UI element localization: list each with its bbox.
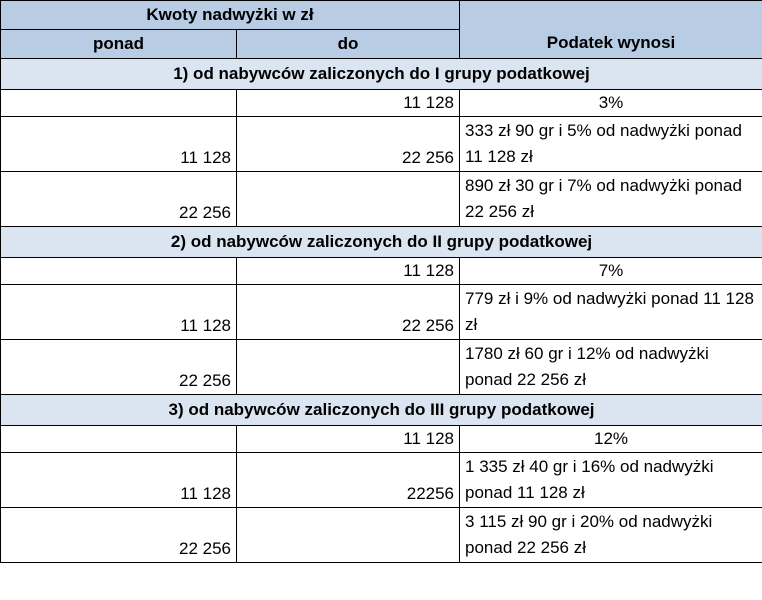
to-cell: 22 256	[237, 117, 460, 172]
to-header: do	[237, 30, 460, 59]
table-row	[1, 453, 762, 508]
table-row	[1, 117, 762, 172]
table-row	[1, 340, 762, 395]
to-cell	[237, 508, 460, 563]
from-cell	[1, 90, 237, 117]
from-cell: 11 128	[1, 285, 237, 340]
table-row	[1, 508, 762, 563]
tax-cell: 7%	[460, 258, 762, 285]
header-row-top	[1, 1, 762, 30]
from-cell: 22 256	[1, 172, 237, 227]
to-cell: 22 256	[237, 285, 460, 340]
tax-cell: 333 zł 90 gr i 5% od nadwyżki ponad 11 128 zł	[460, 117, 762, 172]
group-row	[1, 59, 762, 90]
table-row	[1, 258, 762, 285]
from-cell	[1, 426, 237, 453]
from-cell: 11 128	[1, 453, 237, 508]
tax-cell: 3 115 zł 90 gr i 20% od nadwyżki ponad 22 256 zł	[460, 508, 762, 563]
from-cell: 11 128	[1, 117, 237, 172]
to-cell: 22256	[237, 453, 460, 508]
from-header: ponad	[1, 30, 237, 59]
to-cell: 11 128	[237, 426, 460, 453]
group-row	[1, 395, 762, 426]
table-row	[1, 285, 762, 340]
table-row	[1, 90, 762, 117]
group-row	[1, 227, 762, 258]
tax-cell: 1780 zł 60 gr i 12% od nadwyżki ponad 22 256 zł	[460, 340, 762, 395]
to-cell: 11 128	[237, 258, 460, 285]
table-row	[1, 172, 762, 227]
tax-cell: 890 zł 30 gr i 7% od nadwyżki ponad 22 256 zł	[460, 172, 762, 227]
to-cell	[237, 172, 460, 227]
from-cell: 22 256	[1, 340, 237, 395]
tax-cell: 3%	[460, 90, 762, 117]
tax-cell: 12%	[460, 426, 762, 453]
amount-header: Kwoty nadwyżki w zł	[1, 1, 460, 30]
tax-header: Podatek wynosi	[460, 1, 762, 59]
from-cell: 22 256	[1, 508, 237, 563]
table-row	[1, 426, 762, 453]
to-cell: 11 128	[237, 90, 460, 117]
group-title: 1) od nabywców zaliczonych do I grupy podatkowej	[1, 59, 762, 90]
tax-cell: 779 zł i 9% od nadwyżki ponad 11 128 zł	[460, 285, 762, 340]
tax-cell: 1 335 zł 40 gr i 16% od nadwyżki ponad 11 128 zł	[460, 453, 762, 508]
to-cell	[237, 340, 460, 395]
group-title: 3) od nabywców zaliczonych do III grupy podatkowej	[1, 395, 762, 426]
from-cell	[1, 258, 237, 285]
group-title: 2) od nabywców zaliczonych do II grupy podatkowej	[1, 227, 762, 258]
